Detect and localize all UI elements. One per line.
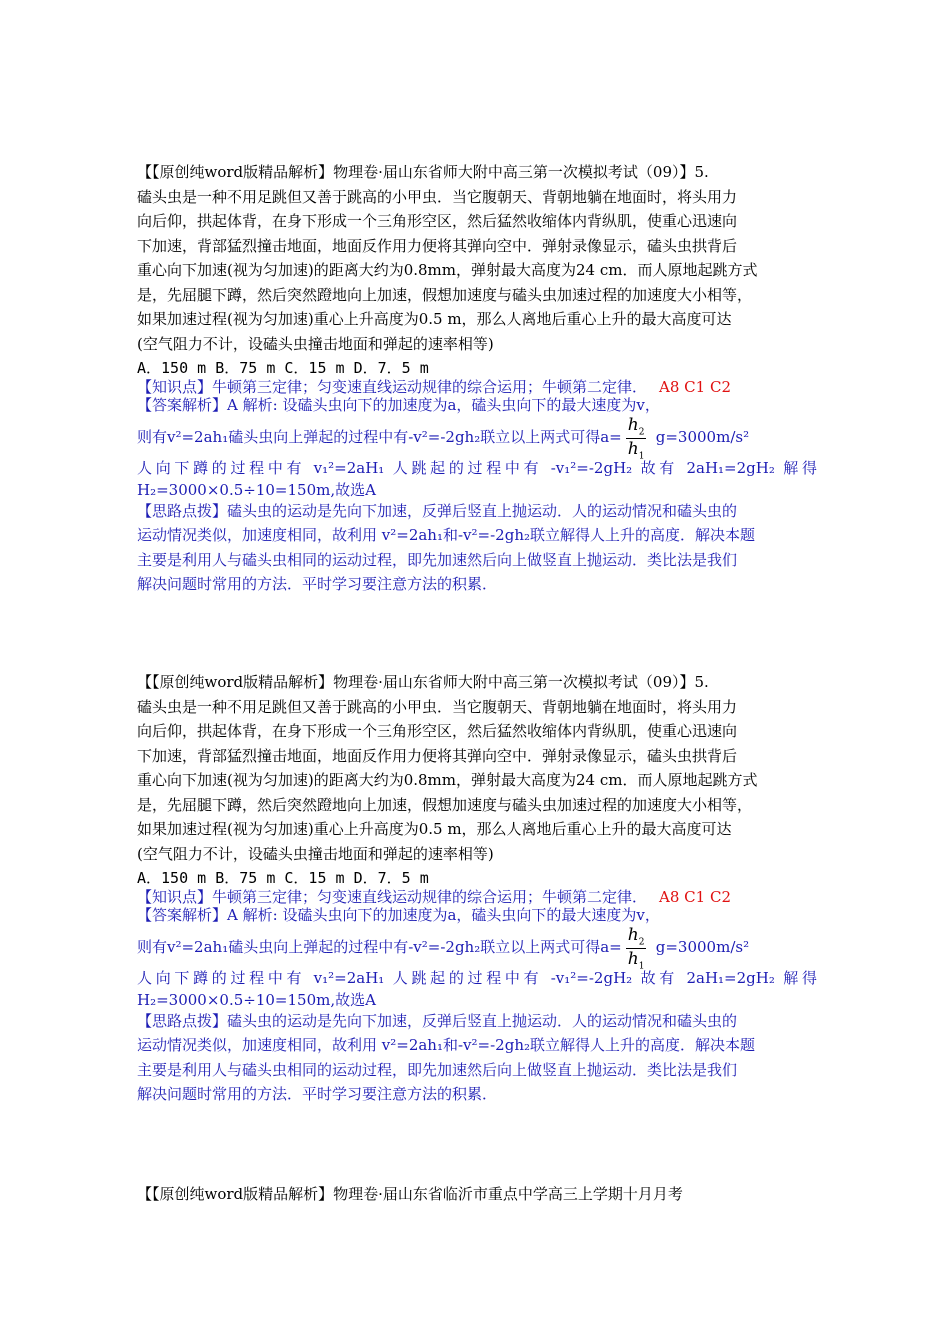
problem-section-1 (137, 160, 817, 597)
answer-line-2: 则有v²=2ah₁磕头虫向上弹起的过程中有-v²=-2gh₂联立以上两式可得a= (137, 938, 622, 956)
fraction-denominator: h (627, 439, 639, 459)
answer-result: g=3000m/s² (655, 938, 750, 956)
thinking-tip (137, 499, 817, 524)
question-line: 向后仰，拱起体背，在身下形成一个三角形空区，然后猛然收缩体内背纵肌，使重心迅速向 (137, 212, 738, 230)
knowledge-label: 【知识点】 (137, 888, 213, 906)
tip-line: 磕头虫的运动是先向下加速，反弹后竖直上抛运动．人的运动情况和磕头虫的 (227, 501, 738, 520)
tip-line: 主要是利用人与磕头虫相同的运动过程，即先加速然后向上做竖直上抛运动．类比法是我们 (137, 550, 738, 569)
knowledge-point (137, 378, 817, 396)
answer-line-2: 则有v²=2ah₁磕头虫向上弹起的过程中有-v²=-2gh₂联立以上两式可得a= (137, 428, 622, 446)
knowledge-label: 【知识点】 (137, 378, 213, 396)
tip-line: 主要是利用人与磕头虫相同的运动过程，即先加速然后向上做竖直上抛运动．类比法是我们 (137, 1060, 738, 1079)
question-line: 磕头虫是一种不用足跳但又善于跳高的小甲虫．当它腹朝天、背朝地躺在地面时，将头用力 (137, 697, 738, 716)
denominator-subscript: 1 (638, 961, 645, 972)
answer-line-3: 人向下蹲的过程中有 v₁²=2aH₁ 人跳起的过程中有 -v₁²=-2gH₂ 故有 2aH₁=2gH₂ 解得 (137, 459, 817, 477)
tip-label: 【思路点拨】 (137, 501, 228, 520)
problem-section-2 (137, 670, 817, 1107)
question-line: (空气阻力不计，设磕头虫撞击地面和弹起的速率相等) (137, 334, 494, 353)
fraction-numerator: h (627, 415, 639, 435)
question-line: 下加速，背部猛烈撞击地面，地面反作用力便将其弹向空中．弹射录像显示，磕头虫拱背后 (137, 236, 738, 255)
problem-header: 【【原创纯word版精品解析】物理卷·届山东省师大附中高三第一次模拟考试（09）】5. (137, 673, 709, 691)
answer-label: 【答案解析】 (137, 396, 228, 414)
question-line: 磕头虫是一种不用足跳但又善于跳高的小甲虫．当它腹朝天、背朝地躺在地面时，将头用力 (137, 187, 738, 206)
fraction-numerator: h (627, 925, 639, 945)
answer-line-4: H₂=3000×0.5÷10=150m,故选A (137, 480, 376, 499)
answer-analysis (137, 906, 817, 924)
answer-label: 【答案解析】 (137, 906, 228, 924)
thinking-tip (137, 1009, 817, 1034)
knowledge-text: 牛顿第三定律；匀变速直线运动规律的综合运用；牛顿第二定律． (212, 888, 648, 906)
answer-line-4: H₂=3000×0.5÷10=150m,故选A (137, 990, 376, 1009)
question-line: (空气阻力不计，设磕头虫撞击地面和弹起的速率相等) (137, 844, 494, 863)
fraction-denominator: h (627, 949, 639, 969)
knowledge-codes: A8 C1 C2 (659, 888, 731, 906)
tip-line: 磕头虫的运动是先向下加速，反弹后竖直上抛运动．人的运动情况和磕头虫的 (227, 1011, 738, 1030)
numerator-subscript: 2 (638, 937, 645, 948)
question-line: 是，先屈腿下蹲，然后突然蹬地向上加速，假想加速度与磕头虫加速过程的加速度大小相等， (137, 795, 753, 814)
numerator-subscript: 2 (638, 427, 645, 438)
answer-line-1: A 解析: 设磕头虫向下的加速度为a，磕头虫向下的最大速度为v， (227, 396, 660, 414)
question-line: 如果加速过程(视为匀加速)重心上升高度为0.5 m，那么人离地后重心上升的最大高度可达 (137, 820, 732, 838)
answer-result: g=3000m/s² (655, 428, 750, 446)
question-line: 重心向下加速(视为匀加速)的距离大约为0.8mm，弹射最大高度为24 cm．而人原地起跳方式 (137, 261, 758, 279)
denominator-subscript: 1 (638, 451, 645, 462)
question-text (137, 185, 817, 357)
next-problem-section (137, 1182, 817, 1207)
question-line: 是，先屈腿下蹲，然后突然蹬地向上加速，假想加速度与磕头虫加速过程的加速度大小相等， (137, 285, 753, 304)
answer-analysis (137, 396, 817, 414)
question-line: 如果加速过程(视为匀加速)重心上升高度为0.5 m，那么人离地后重心上升的最大高度可达 (137, 310, 732, 328)
tip-line: 解决问题时常用的方法．平时学习要注意方法的积累． (137, 575, 498, 593)
answer-formula-line (137, 414, 817, 460)
answer-options: A．150 m B．75 m C．15 m D．7．5 m (137, 869, 429, 887)
question-line: 重心向下加速(视为匀加速)的距离大约为0.8mm，弹射最大高度为24 cm．而人原地起跳方式 (137, 771, 758, 789)
problem-header: 【【原创纯word版精品解析】物理卷·届山东省师大附中高三第一次模拟考试（09）】5. (137, 163, 709, 181)
tip-line: 解决问题时常用的方法．平时学习要注意方法的积累． (137, 1085, 498, 1103)
knowledge-text: 牛顿第三定律；匀变速直线运动规律的综合运用；牛顿第二定律． (212, 378, 648, 396)
tip-line: 运动情况类似，加速度相同，故利用 v²=2ah₁和-v²=-2gh₂联立解得人上升的高度．解决本题 (137, 526, 755, 544)
question-text (137, 695, 817, 867)
question-line: 向后仰，拱起体背，在身下形成一个三角形空区，然后猛然收缩体内背纵肌，使重心迅速向 (137, 722, 738, 740)
answer-formula-line (137, 924, 817, 970)
knowledge-point (137, 888, 817, 906)
knowledge-codes: A8 C1 C2 (659, 378, 731, 396)
fraction-h2-over-h1 (624, 415, 648, 461)
tip-label: 【思路点拨】 (137, 1011, 228, 1030)
problem-header: 【【原创纯word版精品解析】物理卷·届山东省临沂市重点中学高三上学期十月月考 (137, 1185, 683, 1203)
answer-line-1: A 解析: 设磕头虫向下的加速度为a，磕头虫向下的最大速度为v， (227, 906, 660, 924)
answer-line-3: 人向下蹲的过程中有 v₁²=2aH₁ 人跳起的过程中有 -v₁²=-2gH₂ 故有 2aH₁=2gH₂ 解得 (137, 969, 817, 987)
answer-options: A．150 m B．75 m C．15 m D．7．5 m (137, 359, 429, 377)
tip-line: 运动情况类似，加速度相同，故利用 v²=2ah₁和-v²=-2gh₂联立解得人上升的高度．解决本题 (137, 1036, 755, 1054)
question-line: 下加速，背部猛烈撞击地面，地面反作用力便将其弹向空中．弹射录像显示，磕头虫拱背后 (137, 746, 738, 765)
fraction-h2-over-h1 (624, 925, 648, 971)
